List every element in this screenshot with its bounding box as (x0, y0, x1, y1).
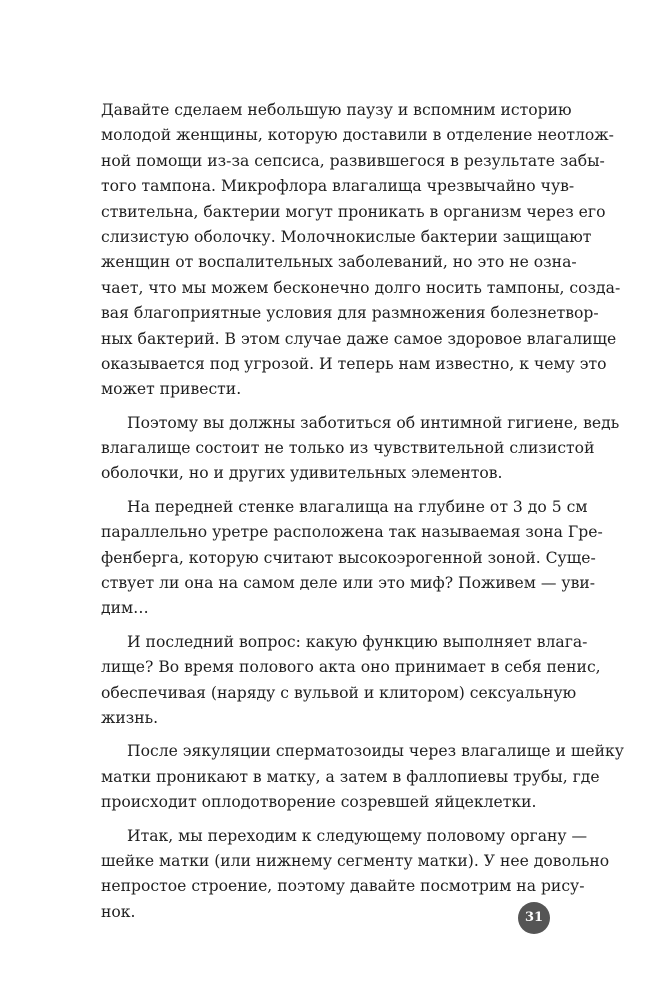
text-line: И последний вопрос: какую функцию выполняет влага- (127, 632, 588, 651)
paragraph-gap (101, 731, 551, 739)
paragraph-gap (101, 816, 551, 824)
text-line: молодой женщины, которую доставили в отделение неотлож- (101, 126, 614, 145)
text-line: Итак, мы переходим к следующему половому органу — (127, 826, 588, 845)
body-text (101, 98, 624, 925)
text-line: может привести. (101, 380, 242, 399)
text-line: того тампона. Микрофлора влагалища чрезвычайно чув- (101, 177, 575, 196)
text-line: Поэтому вы должны заботиться об интимной гигиене, ведь (127, 413, 620, 432)
text-line: нок. (101, 902, 136, 921)
paragraph-1 (101, 98, 621, 403)
text-line: лище? Во время полового акта оно принимает в себя пенис, (101, 658, 601, 677)
paragraph-gap (101, 487, 551, 495)
text-line: дим… (101, 599, 149, 618)
text-line: После эякуляции сперматозоиды через влагалище и шейку (127, 742, 624, 761)
paragraph-3 (101, 495, 603, 622)
text-line: женщин от воспалительных заболеваний, но это не озна- (101, 253, 577, 272)
paragraph-gap (101, 403, 551, 411)
text-line: чает, что мы можем бесконечно долго носить тампоны, созда- (101, 278, 621, 297)
text-line: фенберга, которую считают высокоэрогенной зоной. Суще- (101, 548, 596, 567)
text-line: ных бактерий. В этом случае даже самое здоровое влагалище (101, 329, 617, 348)
text-line: оболочки, но и других удивительных элементов. (101, 464, 503, 483)
text-line: шейке матки (или нижнему сегменту матки). У нее довольно (101, 851, 610, 870)
text-line: непростое строение, поэтому давайте посмотрим на рису- (101, 877, 585, 896)
text-line: Давайте сделаем небольшую паузу и вспомним историю (101, 101, 572, 119)
page-number-badge: 31 (518, 902, 550, 934)
text-line: обеспечивая (наряду с вульвой и клитором) сексуальную (101, 683, 577, 702)
paragraph-2 (101, 411, 620, 487)
text-line: происходит оплодотворение созревшей яйцеклетки. (101, 793, 537, 812)
text-line: жизнь. (101, 708, 159, 727)
paragraph-5 (101, 739, 624, 815)
text-line: матки проникают в матку, а затем в фаллопиевы трубы, где (101, 767, 600, 786)
text-line: ной помощи из-за сепсиса, развившегося в результате забы- (101, 151, 605, 170)
text-line: вая благоприятные условия для размножения болезнетвор- (101, 304, 599, 323)
text-line: слизистую оболочку. Молочнокислые бактерии защищают (101, 227, 592, 246)
paragraph-gap (101, 622, 551, 630)
text-line: На передней стенке влагалища на глубине от 3 до 5 см (127, 497, 588, 516)
text-line: ствует ли она на самом деле или это миф? Поживем — уви- (101, 574, 596, 593)
text-line: ствительна, бактерии могут проникать в организм через его (101, 202, 606, 221)
text-line: оказывается под угрозой. И теперь нам известно, к чему это (101, 354, 607, 373)
paragraph-4 (101, 630, 601, 732)
paragraph-6 (101, 824, 610, 926)
text-line: влагалище состоит не только из чувствительной слизистой (101, 439, 595, 458)
text-line: параллельно уретре расположена так называемая зона Гре- (101, 523, 603, 542)
